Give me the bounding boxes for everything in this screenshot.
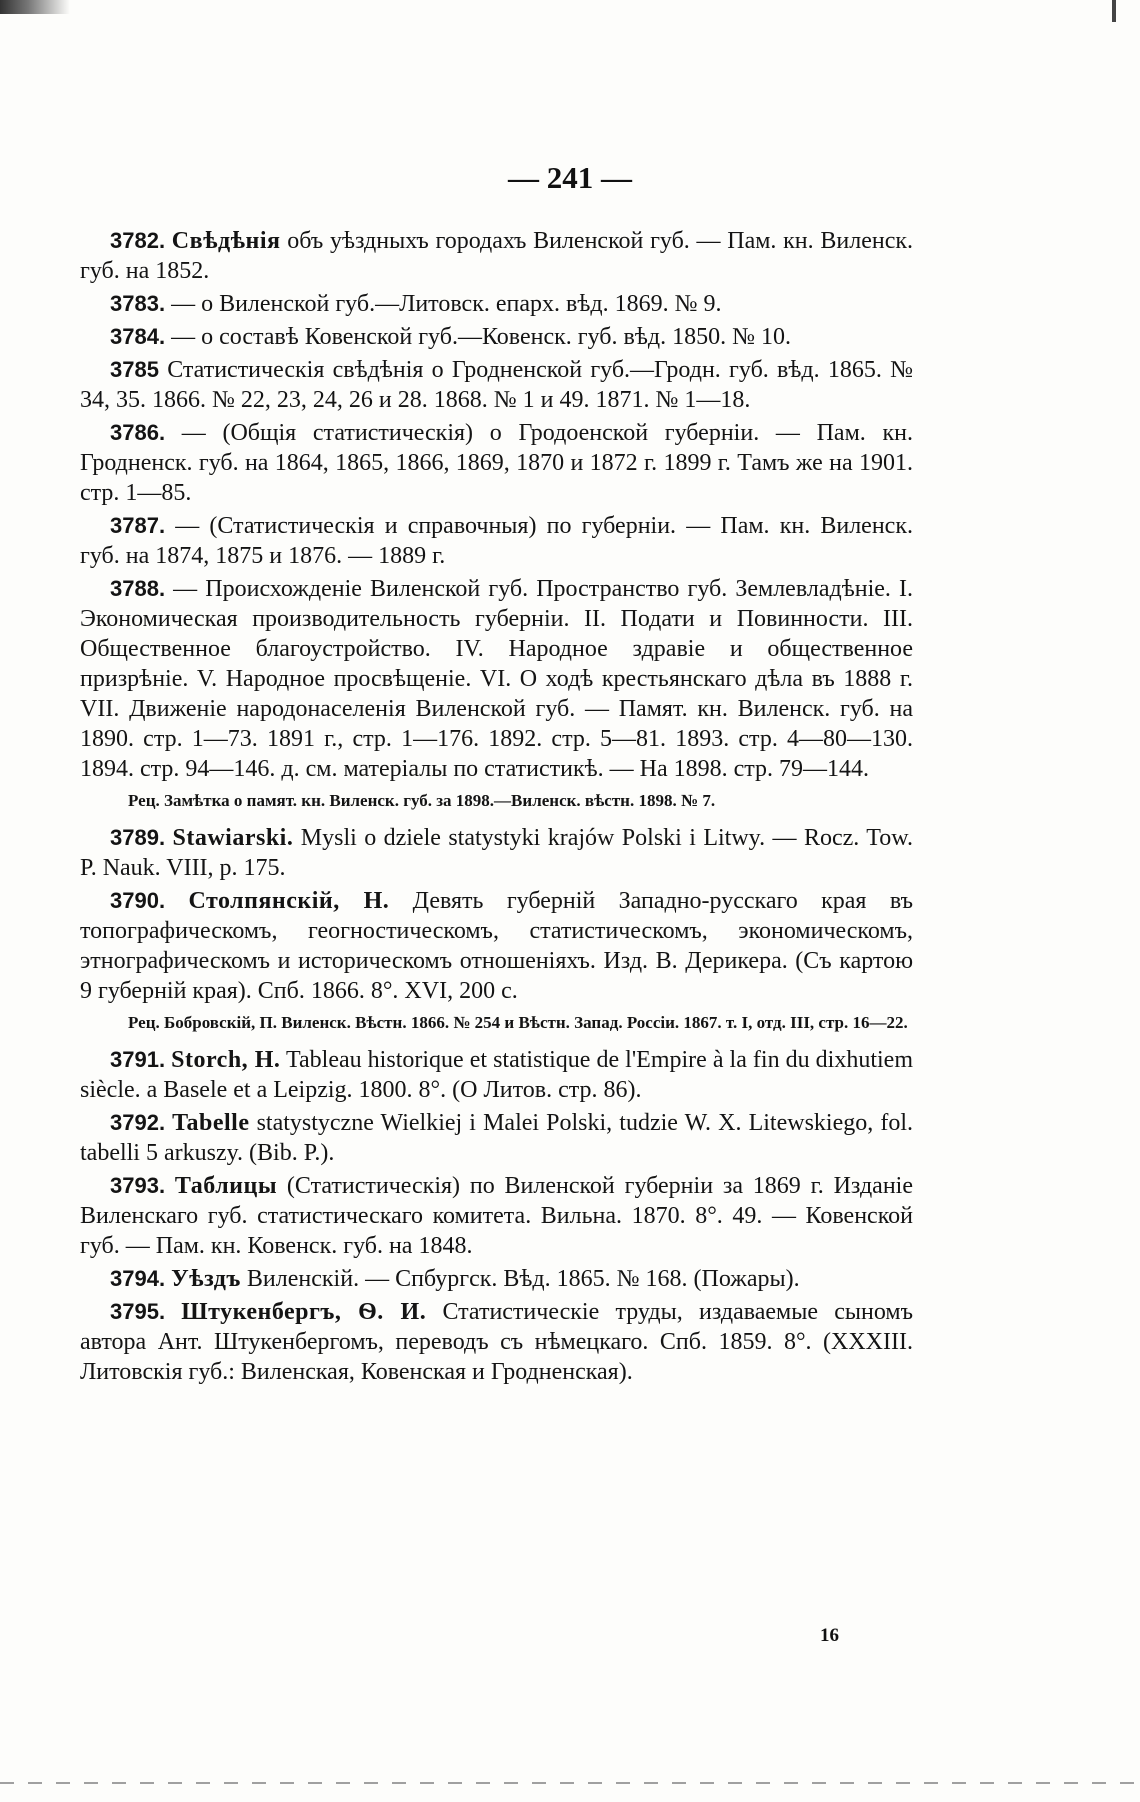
entry-text: Статистическія свѣдѣнія о Гродненской губ.—Гродн. губ. вѣд. 1865. № 34, 35. 1866. № 22, 23, 24, 26 и 28. 1868. № 1 и 49. 1871. № 1—18. [80,357,913,413]
entry-number: 3795. [110,1299,166,1324]
entry-text: — (Общія статистическія) о Гродоенской губерніи. — Пам. кн. Гродненск. губ. на 1864, 1865, 1866, 1869, 1870 и 1872 г. 1899 г. Тамъ же на 1901. стр. 1—85. [80,420,913,506]
entry-text: (Статистическія) по Виленской губерніи за 1869 г. Изданіе Виленскаго губ. статистическаго комитета. Вильна. 1870. 8°. 49. — Ковенской губ. — Пам. кн. Ковенск. губ. на 1848. [80,1173,914,1259]
scan-artifact-tick [1112,0,1116,22]
entry-text: — о Виленской губ.—Литовск. епарх. вѣд. 1869. № 9. [165,291,722,317]
entry-text: Девять губерній Западно-русскаго края въ топографическомъ, геогностическомъ, статистическомъ, экономическомъ, этнографическомъ и историческомъ отношеніяхъ. Изд. В. Дерикера. (Съ картою 9 губерній края). Спб. 1866. 8°. XVI, 200 с. [80,888,914,1004]
entry-number: 3790. [110,888,166,913]
bibliography-entry [80,886,913,1006]
bibliography-entry [80,574,913,784]
entry-text: — Происхожденіе Виленской губ. Пространство губ. Землевладѣніе. I. Экономическая производительность губерніи. II. Подати и Повинности. III. Общественное благоустройство. IV. Народное здравіе и общественное призрѣніе. V. Народное просвѣщеніе. VI. О ходѣ крестьянскаго дѣла въ 1888 г. VII. Движеніе народонаселенія Виленской губ. — Памят. кн. Виленск. губ. на 1890. стр. 1—73. 1891 г., стр. 1—176. 1892. стр. 5—81. 1893. стр. 4—80—130. 1894. стр. 94—146. д. см. матеріалы по статистикѣ. — На 1898. стр. 79—144. [80,576,913,782]
bibliography-entry [80,823,913,883]
entry-number: 3782. [110,228,166,253]
review-note [80,788,913,813]
entry-keyword: Таблицы [174,1173,278,1199]
entry-text: Mysli o dziele statystyki krajów Polski i Litwy. — Rocz. Tow. P. Nauk. VIII, p. 175. [80,825,913,881]
entry-keyword: Штукенбергъ, Ѳ. И. [181,1299,427,1325]
entry-number: 3789. [110,825,166,850]
bibliography-entry [80,322,913,352]
entry-keyword: Tabelle [172,1110,250,1136]
entry-number: 3793. [110,1173,166,1198]
bibliography-entry [80,1171,913,1261]
entry-keyword: Свѣдѣнія [171,228,281,254]
entry-keyword: Столпянскій, Н. [188,888,390,914]
entry-keyword: Storch, H. [171,1047,281,1073]
page-number: — 241 — [508,160,632,195]
entry-text: statystyczne Wielkiej i Malei Polski, tudzie W. X. Litewskiego, fol. tabelli 5 arkuszy. (Bib. P.). [80,1110,913,1166]
entry-number: 3787. [110,513,166,538]
entry-text: Рец. Бобровскій, П. Виленск. Вѣстн. 1866. № 254 и Вѣстн. Запад. Россіи. 1867. т. I, отд. III, стр. 16—22. [128,1013,908,1032]
entry-text: Рец. Замѣтка о памят. кн. Виленск. губ. за 1898.—Виленск. вѣстн. 1898. № 7. [128,791,716,810]
bibliography-entry [80,355,913,415]
bibliography-entry [80,289,913,319]
entry-number: 3786. [110,420,166,445]
entry-text: Tableau historique et statistique de l'Empire à la fin du dixhutiem siècle. a Basele et a Leipzig. 1800. 8°. (О Литов. стр. 86). [80,1047,913,1103]
entry-text: — о составѣ Ковенской губ.—Ковенск. губ. вѣд. 1850. № 10. [165,324,791,350]
entry-keyword: Уѣздъ [171,1266,241,1292]
entry-number: 3792. [110,1110,166,1135]
entry-number: 3785 [110,357,159,382]
entry-number: 3784. [110,324,166,349]
review-note [80,1010,913,1035]
entry-text: Виленскій. — Спбургск. Вѣд. 1865. № 168. (Пожары). [240,1266,800,1292]
scan-artifact [0,0,70,14]
bibliography-entry [80,226,913,286]
bibliography-entry [80,1297,913,1387]
bibliography-entry [80,418,913,508]
entry-text: Статистическіе труды, издаваемые сыномъ автора Ант. Штукенбергомъ, переводъ съ нѣмецкаго. Спб. 1859. 8°. (XXXIII. Литовскія губ.: Виленская, Ковенская и Гродненская). [80,1299,914,1385]
bibliography-entry [80,1045,913,1105]
scan-bottom-edge [0,1782,1140,1784]
bibliography-entry [80,1108,913,1168]
entry-number: 3783. [110,291,166,316]
bibliography-list [80,226,913,1390]
bibliography-entry [80,1264,913,1294]
entry-number: 3794. [110,1266,166,1291]
signature-mark: 16 [820,1625,839,1646]
bibliography-entry [80,511,913,571]
entry-text: объ уѣздныхъ городахъ Виленской губ. — Пам. кн. Виленск. губ. на 1852. [80,228,914,284]
entry-text: — (Статистическія и справочныя) по губерніи. — Пам. кн. Виленск. губ. на 1874, 1875 и 1876. — 1889 г. [80,513,913,569]
entry-number: 3791. [110,1047,166,1072]
entry-number: 3788. [110,576,166,601]
entry-keyword: Stawiarski. [172,825,294,851]
